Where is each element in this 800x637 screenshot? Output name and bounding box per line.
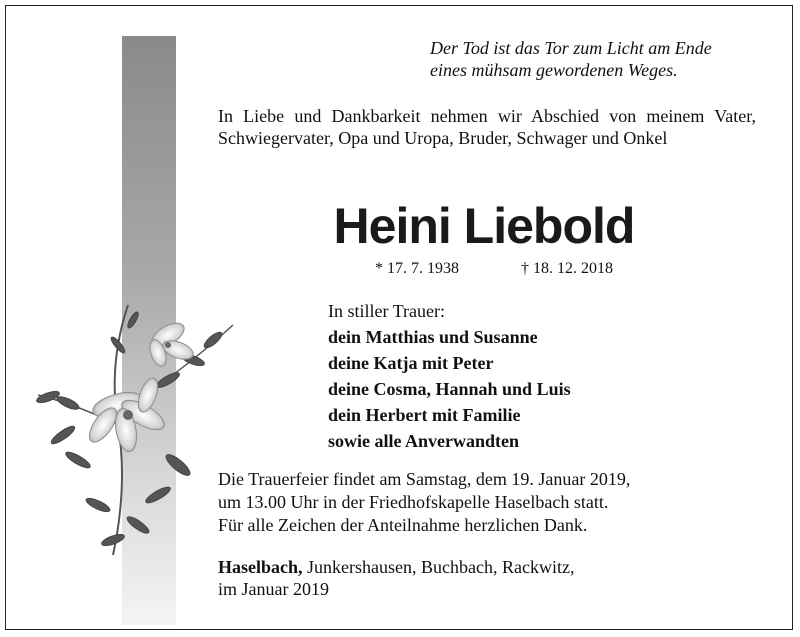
place-others: Junkershausen, Buchbach, Rackwitz, (302, 557, 575, 577)
deceased-name: Heini Liebold (333, 198, 635, 254)
quote-line-1: Der Tod ist das Tor zum Licht am Ende (430, 38, 712, 58)
issue-date: im Januar 2019 (218, 579, 329, 599)
place-main: Haselbach, (218, 557, 303, 577)
quote-block (430, 37, 780, 81)
mourner-line: dein Matthias und Susanne (328, 327, 538, 347)
intro-text: In Liebe und Dankbarkeit nehmen wir Abschied von meinem Vater, Schwiegervater, Opa und Uropa, Bruder, Schwager und Onkel (218, 106, 756, 148)
death-date: † 18. 12. 2018 (521, 260, 613, 277)
lily-flower-illustration (18, 285, 248, 565)
quote-line-2: eines mühsam gewordenen Weges. (430, 60, 678, 80)
place-and-date (218, 556, 574, 600)
ceremony-line-3: Für alle Zeichen der Anteilnahme herzlichen Dank. (218, 515, 588, 535)
mourner-line: dein Herbert mit Familie (328, 405, 521, 425)
mourners-heading: In stiller Trauer: (328, 301, 445, 321)
ceremony-line-1: Die Trauerfeier findet am Samstag, dem 19. Januar 2019, (218, 469, 631, 489)
ceremony-info (218, 468, 630, 537)
birth-date: * 17. 7. 1938 (375, 260, 459, 277)
ceremony-line-2: um 13.00 Uhr in der Friedhofskapelle Haselbach statt. (218, 492, 609, 512)
mourners-list (328, 298, 571, 454)
mourner-line: deine Cosma, Hannah und Luis (328, 379, 571, 399)
life-dates (375, 260, 613, 278)
mourner-line: deine Katja mit Peter (328, 353, 494, 373)
mourner-line: sowie alle Anverwandten (328, 431, 519, 451)
